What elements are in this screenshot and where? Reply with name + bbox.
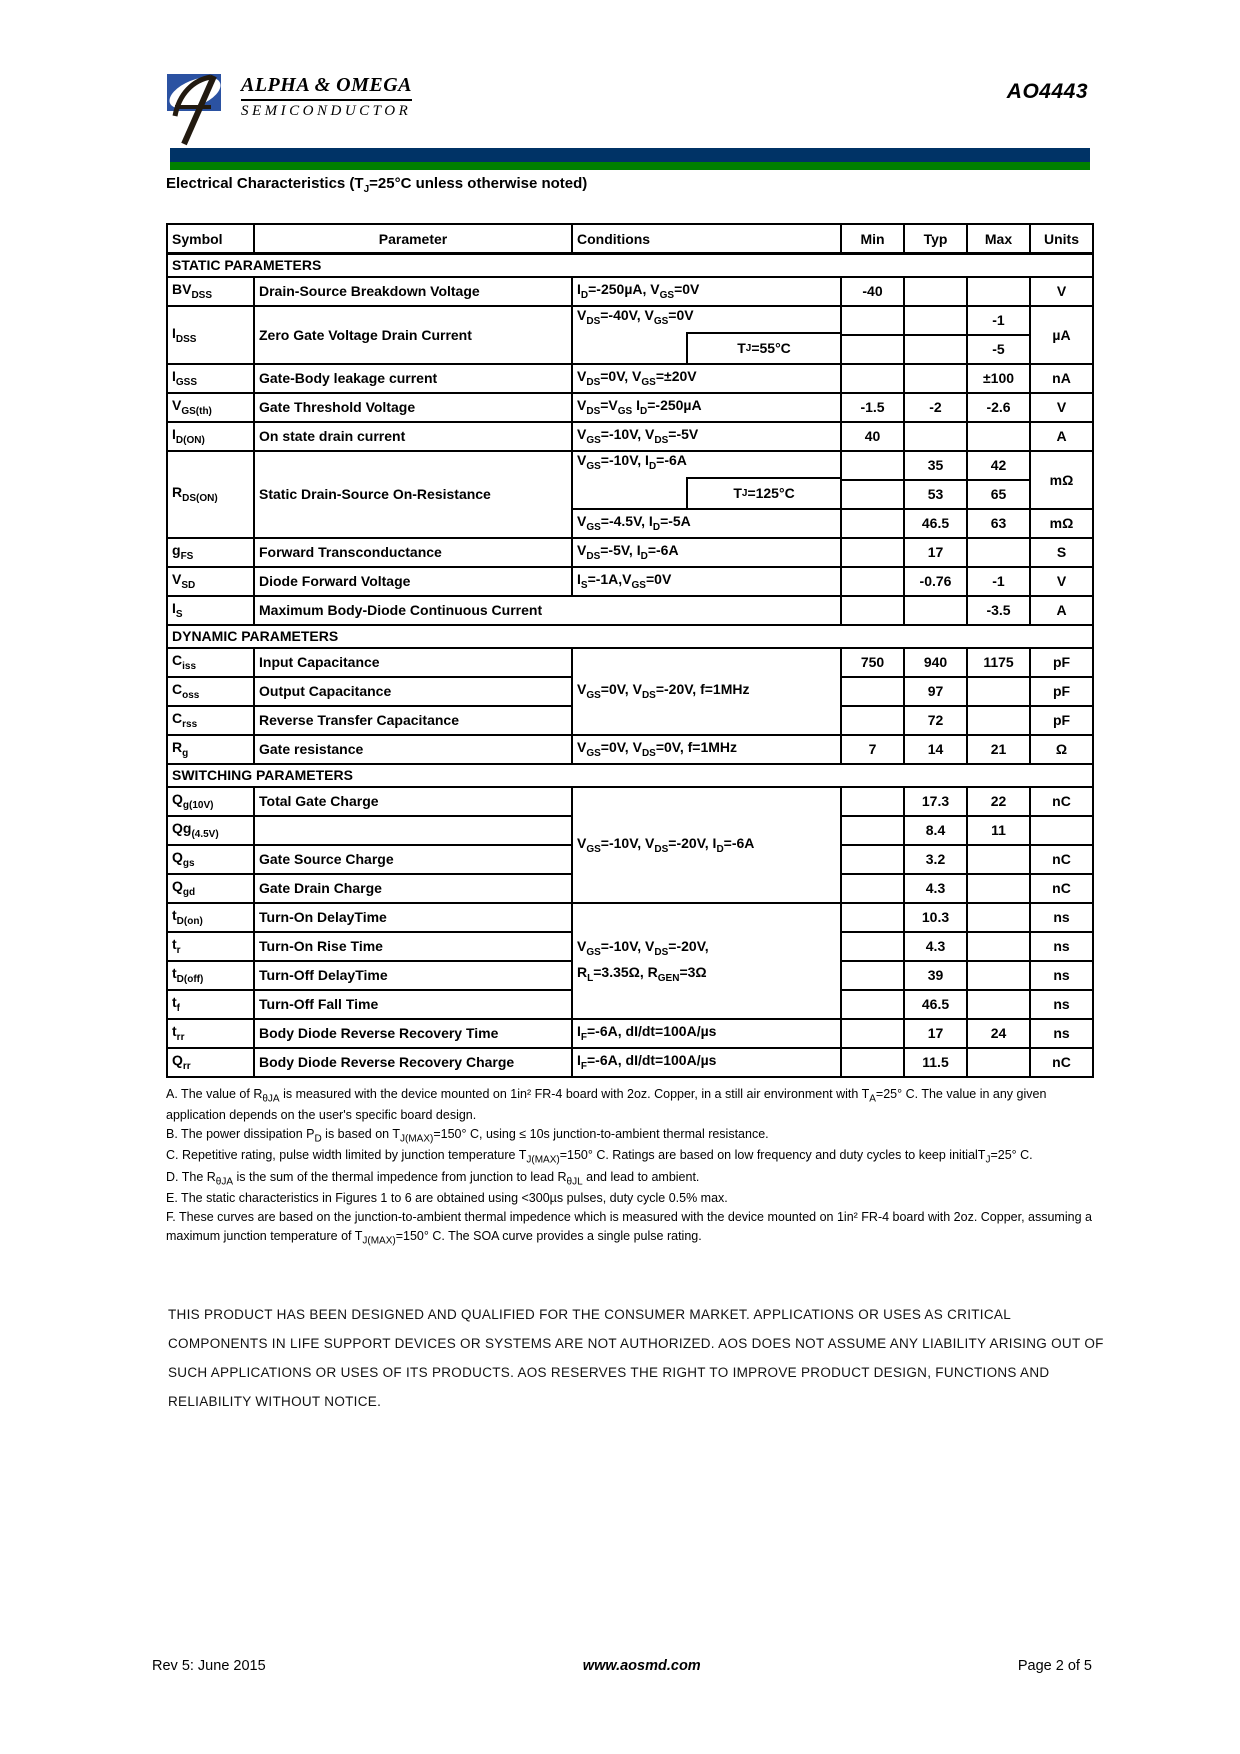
symbol-cell: $V_{GS(th)}$ [167,393,254,422]
max-cell [967,677,1030,706]
units-cell: nC [1030,874,1093,903]
col-header-conditions: Conditions [572,224,841,254]
symbol-cell: $Q_{g(10V)}$ [167,787,254,816]
units-cell: mΩ [1030,509,1093,538]
units-cell: pF [1030,706,1093,735]
conditions-cell [572,306,841,364]
row-bvdss [167,277,1093,306]
parameter-cell: Gate Drain Charge [254,874,572,903]
typ-cell: -0.76 [904,567,967,596]
min-cell [841,787,904,816]
min-cell [841,903,904,932]
brand-subtitle: SEMICONDUCTOR [241,103,412,119]
row-qg10 [167,787,1093,816]
typ-cell: 72 [904,706,967,735]
footnote-c: C. Repetitive rating, pulse width limited by junction temperature $T_{J(MAX)}=150^\circ$ C. Ratings are based on low frequency and duty cycles to keep initialT$_J$=25° C. [166,1148,1033,1166]
min-cell [841,990,904,1019]
footnote-f: F. These curves are based on the junction-to-ambient thermal impedence which is measured with the device mounted on 1in² FR-4 board with 2oz. Copper, assuming a maximum junction temperature of $T_{J(MAX)}=150^\circ$ C. The SOA curve provides a single pulse rating. [166,1210,1092,1247]
row-rdson-1 [167,451,1093,480]
green-divider-bar [170,162,1090,170]
row-gfs [167,538,1093,567]
typ-cell [904,422,967,451]
col-header-parameter: Parameter [254,224,572,254]
min-cell [841,932,904,961]
conditions-cell: $V_{GS}=0V$, $V_{DS}=-20V$, f=1MHz [572,648,841,735]
parameter-cell: Diode Forward Voltage [254,567,572,596]
units-cell: nC [1030,1048,1093,1077]
typ-cell [904,277,967,306]
conditions-cell [572,903,841,1019]
conditions-cell: $V_{GS}=-4.5V$, $I_D=-5A$ [572,509,841,538]
min-cell [841,845,904,874]
max-cell [967,1048,1030,1077]
max-cell [967,538,1030,567]
max-cell: 63 [967,509,1030,538]
symbol-cell: $g_{FS}$ [167,538,254,567]
brand-name: ALPHA & OMEGA [241,74,412,101]
max-cell [967,932,1030,961]
parameter-cell: Gate-Body leakage current [254,364,572,393]
col-header-typ: Typ [904,224,967,254]
parameter-cell: Maximum Body-Diode Continuous Current [254,596,841,625]
conditions-cell: $I_S=-1A,V_{GS}=0V$ [572,567,841,596]
row-tdon [167,903,1093,932]
min-cell [841,335,904,364]
max-cell: -3.5 [967,596,1030,625]
symbol-cell: $t_{D(on)}$ [167,903,254,932]
conditions-cell: $I_F=-6A$, dI/dt=100A/µs [572,1048,841,1077]
conditions-cell: $V_{DS}=-5V$, $I_D=-6A$ [572,538,841,567]
typ-cell [904,596,967,625]
min-cell [841,306,904,335]
max-cell [967,903,1030,932]
min-cell [841,816,904,845]
typ-cell [904,335,967,364]
footnote-a: A. The value of $R_{\theta JA}$ is measured with the device mounted on 1in² FR-4 board with 2oz. Copper, in a still air environment with $T_A=25^\circ$ C. The value in any given application depends on the user's specific board design. [166,1086,1047,1122]
row-idon [167,422,1093,451]
section-static [167,254,1093,277]
symbol-cell: $Q_{rr}$ [167,1048,254,1077]
typ-cell: 39 [904,961,967,990]
max-cell [967,706,1030,735]
min-cell: 40 [841,422,904,451]
table-header-row [167,224,1093,254]
units-cell: nC [1030,845,1093,874]
row-ciss [167,648,1093,677]
min-cell [841,677,904,706]
col-header-max: Max [967,224,1030,254]
footnote-b: B. The power dissipation $P_D$ is based on $T_{J(MAX)}=150^\circ$ C, using ≤ 10s junction-to-ambient thermal resistance. [166,1126,769,1145]
conditions-line1: $V_{GS}=-10V$, $V_{DS}=-20V$, [577,937,709,958]
footnote-d: D. The $R_{\theta JA}$ is the sum of the thermal impedence from junction to lead $R_{\theta JL}$ and lead to ambient. [166,1169,700,1188]
row-qrr [167,1048,1093,1077]
conditions-cell: $I_F=-6A$, dI/dt=100A/µs [572,1019,841,1048]
symbol-cell: $C_{iss}$ [167,648,254,677]
units-cell: ns [1030,1019,1093,1048]
units-cell [1030,816,1093,845]
conditions-cell: $V_{GS}=-10V$, $V_{DS}=-5V$ [572,422,841,451]
units-cell: Ω [1030,735,1093,764]
alpha-omega-logo-icon [153,64,231,148]
max-cell [967,990,1030,1019]
min-cell [841,567,904,596]
units-cell: ns [1030,932,1093,961]
page-title: Electrical Characteristics ($T_J=25^\circ C$ unless otherwise noted) [166,175,588,195]
symbol-cell: $C_{rss}$ [167,706,254,735]
typ-cell: 46.5 [904,509,967,538]
parameter-cell: Body Diode Reverse Recovery Time [254,1019,572,1048]
symbol-cell: $I_{D(ON)}$ [167,422,254,451]
conditions-text: $V_{DS}=-40V$, $V_{GS}=0V$ [577,306,694,327]
max-cell: 21 [967,735,1030,764]
conditions-cell [572,451,841,509]
conditions-text: $V_{GS}=-10V$, $I_D=-6A$ [577,451,687,472]
typ-cell: 53 [904,480,967,509]
conditions-cell: $V_{GS}=-10V$, $V_{DS}=-20V$, $I_D=-6A$ [572,787,841,903]
units-cell: V [1030,567,1093,596]
max-cell: -2.6 [967,393,1030,422]
min-cell [841,596,904,625]
row-is [167,596,1093,625]
conditions-cell: $V_{DS}=0V$, $V_{GS}=\pm 20V$ [572,364,841,393]
min-cell [841,509,904,538]
col-header-min: Min [841,224,904,254]
parameter-cell: Turn-Off Fall Time [254,990,572,1019]
min-cell [841,480,904,509]
parameter-cell: Zero Gate Voltage Drain Current [254,306,572,364]
units-cell: pF [1030,648,1093,677]
symbol-cell: $C_{oss}$ [167,677,254,706]
max-cell [967,961,1030,990]
units-cell: A [1030,422,1093,451]
content-area [166,223,1092,1248]
parameter-cell: Turn-On Rise Time [254,932,572,961]
page-number: Page 2 of 5 [1017,1658,1092,1674]
symbol-cell: $I_{DSS}$ [167,306,254,364]
conditions-cell: $V_{GS}=0V$, $V_{DS}=0V$, f=1MHz [572,735,841,764]
max-cell: -1 [967,567,1030,596]
section-dynamic [167,625,1093,648]
conditions-line2: $R_L=3.35\Omega$, $R_{GEN}=3\Omega$ [577,963,707,984]
parameter-cell: Drain-Source Breakdown Voltage [254,277,572,306]
units-cell: V [1030,277,1093,306]
max-cell: 42 [967,451,1030,480]
section-label: STATIC PARAMETERS [167,254,1093,277]
tj-subcondition: T J =55°C [686,332,840,363]
typ-cell: 17.3 [904,787,967,816]
units-cell: µA [1030,306,1093,364]
electrical-characteristics-table [166,223,1094,1078]
parameter-cell: Turn-On DelayTime [254,903,572,932]
typ-cell: 10.3 [904,903,967,932]
max-cell [967,277,1030,306]
units-cell: A [1030,596,1093,625]
symbol-cell: $I_{GSS}$ [167,364,254,393]
parameter-cell: Reverse Transfer Capacitance [254,706,572,735]
min-cell: 750 [841,648,904,677]
min-cell [841,451,904,480]
typ-cell: 14 [904,735,967,764]
parameter-cell: Static Drain-Source On-Resistance [254,451,572,538]
consumer-market-disclaimer: THIS PRODUCT HAS BEEN DESIGNED AND QUALIFIED FOR THE CONSUMER MARKET. APPLICATIONS OR USES AS CRITICAL COMPONENTS IN LIFE SUPPORT DEVICES OR SYSTEMS ARE NOT AUTHORIZED. AOS DOES NOT ASSUME ANY LIABILITY ARISING OUT OF SUCH APPLICATIONS OR USES OF ITS PRODUCTS. AOS RESERVES THE RIGHT TO IMPROVE PRODUCT DESIGN, FUNCTIONS AND RELIABILITY WITHOUT NOTICE. [168,1307,1104,1410]
typ-cell: -2 [904,393,967,422]
symbol-cell: $I_S$ [167,596,254,625]
units-cell: nC [1030,787,1093,816]
typ-cell: 97 [904,677,967,706]
row-vsd [167,567,1093,596]
min-cell [841,538,904,567]
max-cell: 11 [967,816,1030,845]
conditions-cell: $V_{DS}=V_{GS}$ $I_D=-250\mu A$ [572,393,841,422]
max-cell: 24 [967,1019,1030,1048]
symbol-cell: $t_{D(off)}$ [167,961,254,990]
col-header-units: Units [1030,224,1093,254]
max-cell [967,845,1030,874]
max-cell: ±100 [967,364,1030,393]
symbol-cell: $t_f$ [167,990,254,1019]
typ-cell: 17 [904,1019,967,1048]
min-cell: -40 [841,277,904,306]
parameter-cell: Gate Source Charge [254,845,572,874]
symbol-cell: $t_{rr}$ [167,1019,254,1048]
min-cell [841,1048,904,1077]
max-cell [967,874,1030,903]
col-header-symbol: Symbol [167,224,254,254]
max-cell: -1 [967,306,1030,335]
typ-cell [904,306,967,335]
symbol-cell: $R_{DS(ON)}$ [167,451,254,538]
footnote-e: E. The static characteristics in Figures 1 to 6 are obtained using <300µs pulses, duty cycle 0.5% max. [166,1191,728,1206]
section-label: SWITCHING PARAMETERS [167,764,1093,787]
part-number: AO4443 [1006,80,1088,103]
navy-divider-bar [170,148,1090,162]
company-logo [153,64,412,148]
typ-cell [904,364,967,393]
footnotes [166,1085,1106,1249]
max-cell: 22 [967,787,1030,816]
typ-cell: 940 [904,648,967,677]
parameter-cell [254,816,572,845]
brand-text [241,64,412,120]
typ-cell: 17 [904,538,967,567]
symbol-cell: $Qg_{(4.5V)}$ [167,816,254,845]
section-label: DYNAMIC PARAMETERS [167,625,1093,648]
parameter-cell: Body Diode Reverse Recovery Charge [254,1048,572,1077]
row-igss [167,364,1093,393]
parameter-cell: Total Gate Charge [254,787,572,816]
parameter-cell: Gate resistance [254,735,572,764]
max-cell [967,422,1030,451]
conditions-cell: $I_D=-250\mu A$, $V_{GS}=0V$ [572,277,841,306]
tj-subcondition: T J =125°C [686,477,840,508]
section-switching [167,764,1093,787]
parameter-cell: Gate Threshold Voltage [254,393,572,422]
min-cell [841,961,904,990]
page-footer [152,1658,1092,1674]
max-cell: 65 [967,480,1030,509]
revision-label: Rev 5: June 2015 [152,1658,266,1674]
symbol-cell: $V_{SD}$ [167,567,254,596]
max-cell: -5 [967,335,1030,364]
units-cell: V [1030,393,1093,422]
row-rg [167,735,1093,764]
symbol-cell: $Q_{gd}$ [167,874,254,903]
typ-cell: 4.3 [904,874,967,903]
symbol-cell: $Q_{gs}$ [167,845,254,874]
parameter-cell: On state drain current [254,422,572,451]
typ-cell: 35 [904,451,967,480]
units-cell: nA [1030,364,1093,393]
min-cell [841,706,904,735]
max-cell: 1175 [967,648,1030,677]
min-cell: 7 [841,735,904,764]
symbol-cell: $t_r$ [167,932,254,961]
typ-cell: 46.5 [904,990,967,1019]
typ-cell: 11.5 [904,1048,967,1077]
min-cell [841,364,904,393]
typ-cell: 8.4 [904,816,967,845]
parameter-cell: Output Capacitance [254,677,572,706]
parameter-cell: Input Capacitance [254,648,572,677]
units-cell: ns [1030,903,1093,932]
units-cell: S [1030,538,1093,567]
typ-cell: 4.3 [904,932,967,961]
row-trr [167,1019,1093,1048]
row-idss-1 [167,306,1093,335]
min-cell: -1.5 [841,393,904,422]
parameter-cell: Turn-Off DelayTime [254,961,572,990]
row-vgsth [167,393,1093,422]
units-cell: pF [1030,677,1093,706]
website-url: www.aosmd.com [582,1658,701,1674]
typ-cell: 3.2 [904,845,967,874]
units-cell: ns [1030,990,1093,1019]
min-cell [841,1019,904,1048]
symbol-cell: $BV_{DSS}$ [167,277,254,306]
min-cell [841,874,904,903]
symbol-cell: $R_g$ [167,735,254,764]
units-cell: ns [1030,961,1093,990]
parameter-cell: Forward Transconductance [254,538,572,567]
units-cell: mΩ [1030,451,1093,509]
